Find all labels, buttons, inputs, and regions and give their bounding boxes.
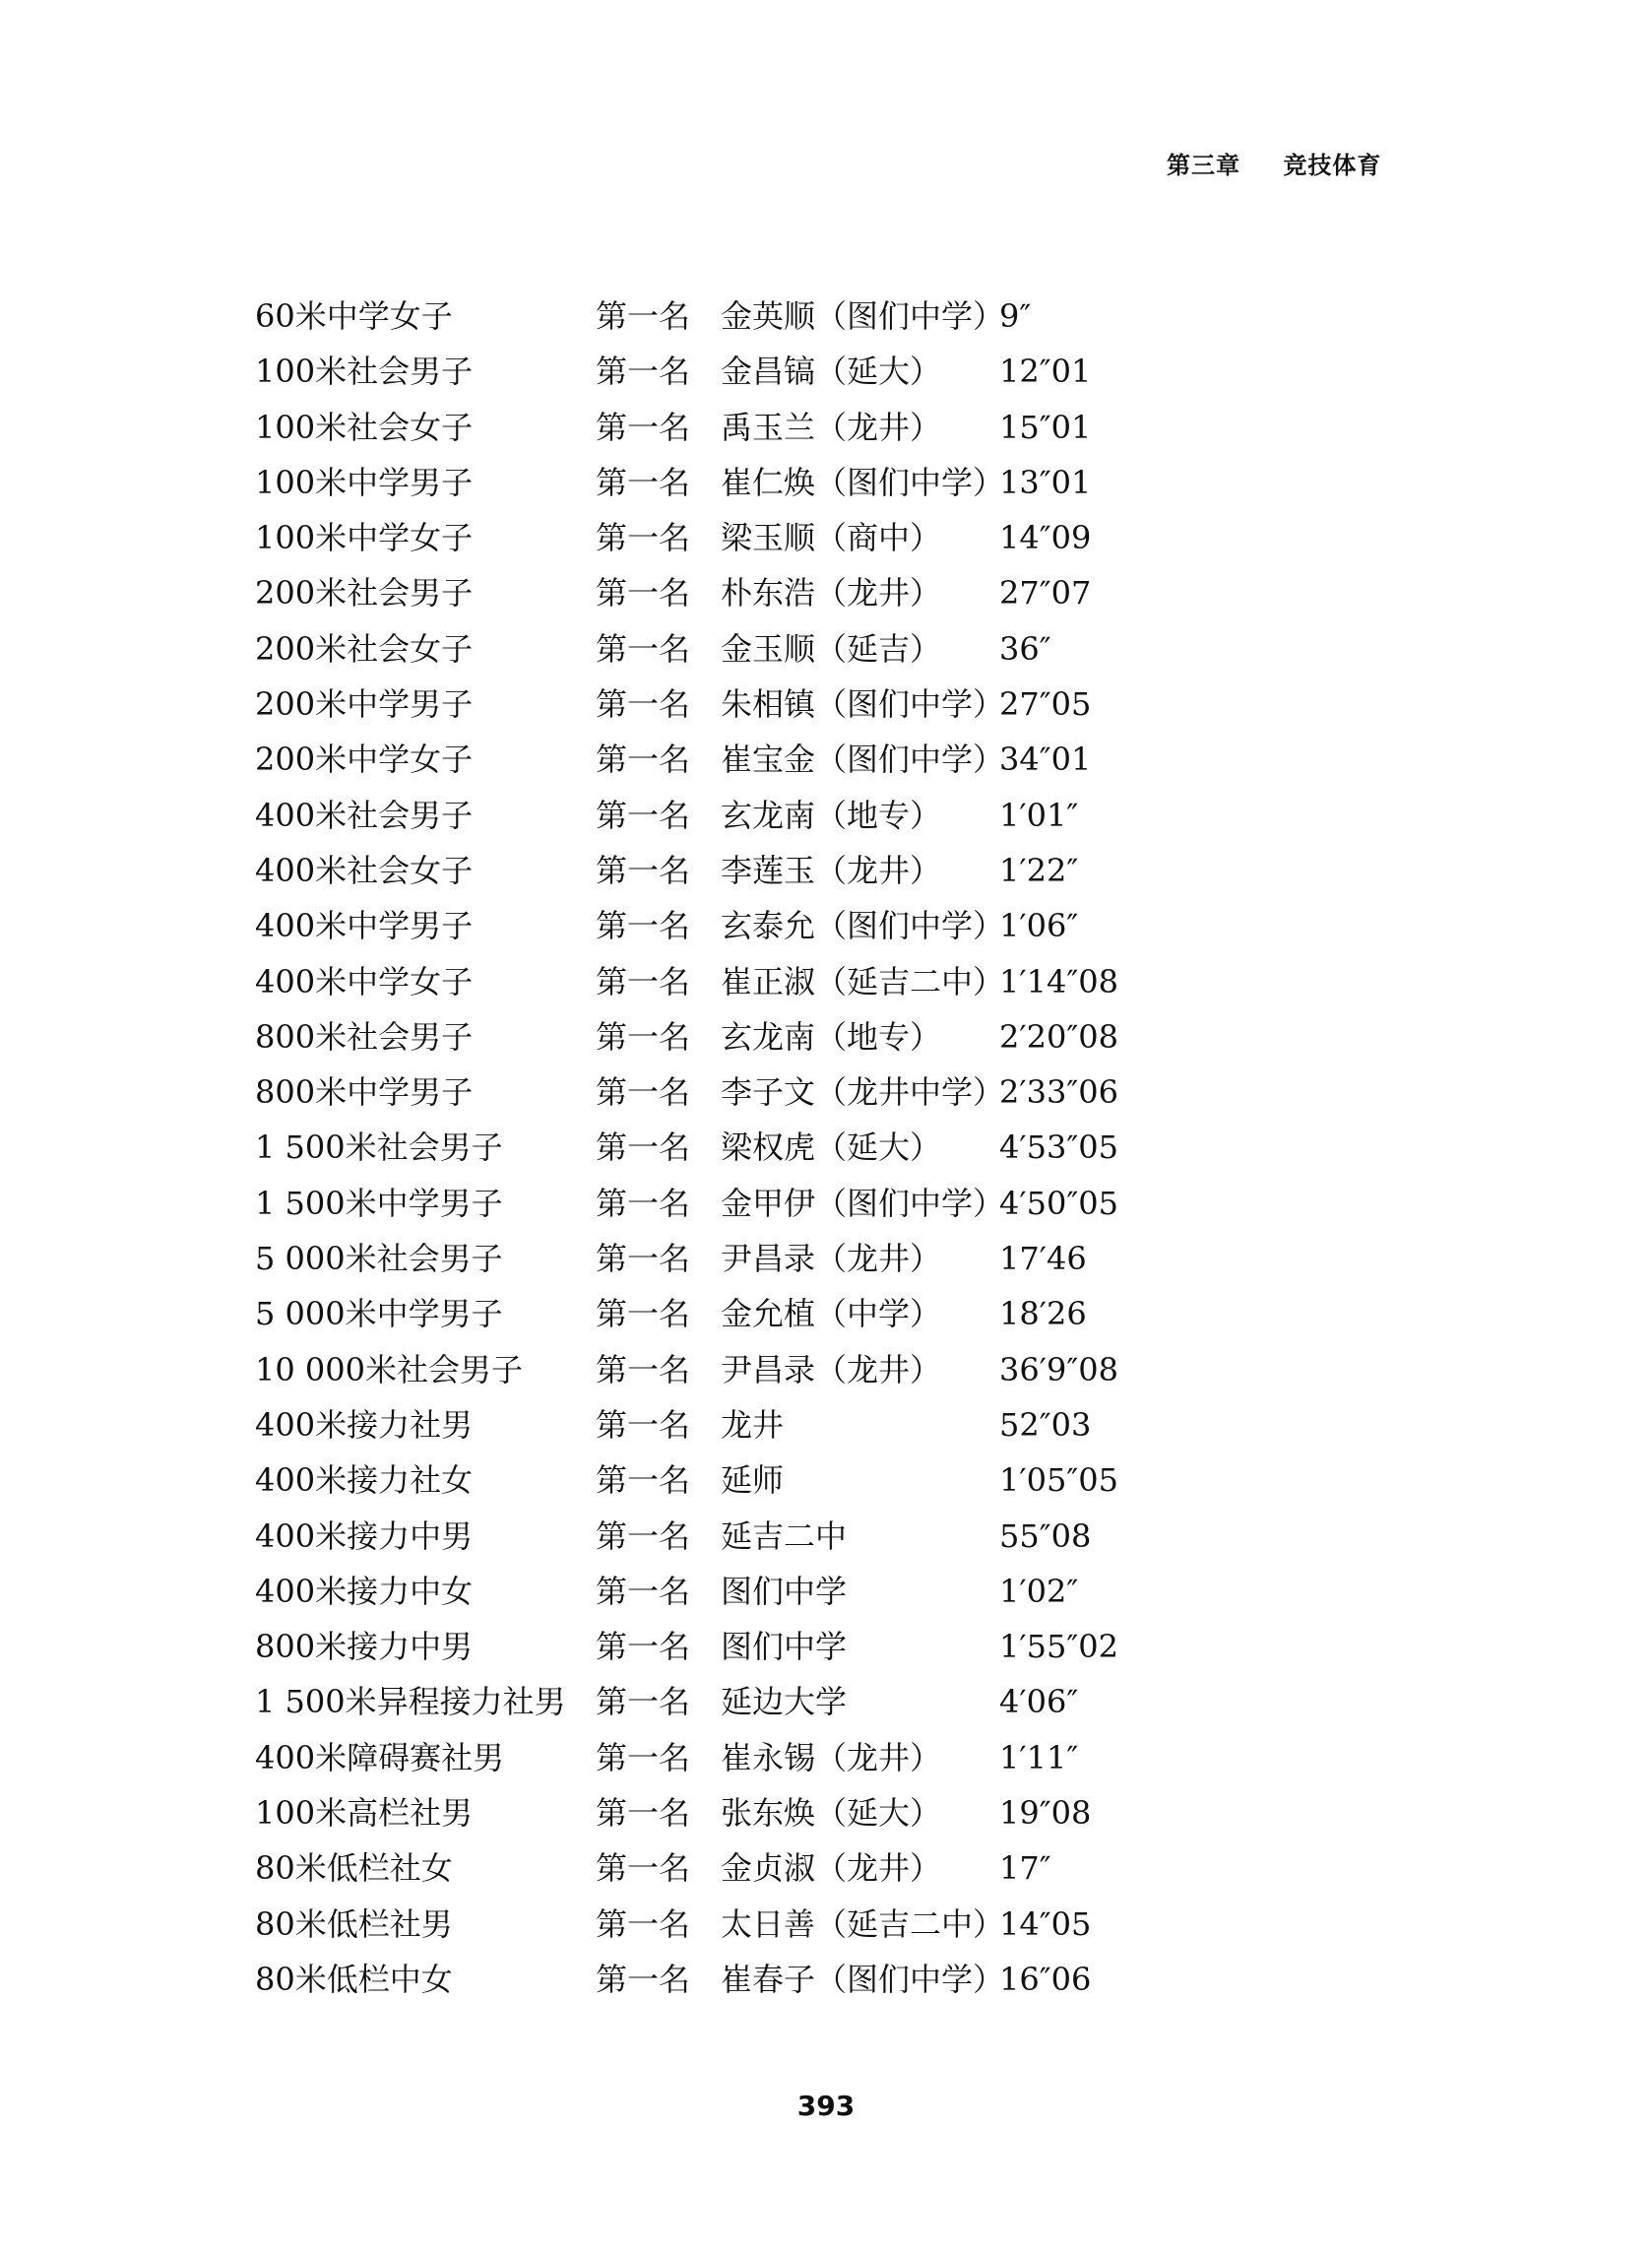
- result-row: [255, 1231, 1239, 1286]
- event-name: 1 500米中学男子: [255, 1184, 503, 1222]
- winner-name: 玄龙南（地专）: [721, 796, 942, 834]
- result-row: [255, 1674, 1239, 1729]
- result-time: 12″01: [999, 353, 1092, 391]
- result-time: 27″07: [999, 574, 1092, 613]
- result-row: [255, 1452, 1239, 1508]
- placing: 第一名: [596, 1683, 691, 1721]
- result-row: [255, 1730, 1239, 1785]
- result-time: 55″08: [999, 1516, 1092, 1555]
- result-time: 27″05: [999, 685, 1092, 724]
- placing: 第一名: [596, 741, 691, 779]
- event-name: 100米中学女子: [255, 519, 474, 557]
- result-row: [255, 289, 1239, 344]
- placing: 第一名: [596, 1405, 691, 1444]
- result-row: [255, 898, 1239, 953]
- winner-name: 金甲伊（图们中学）: [721, 1184, 1005, 1222]
- event-name: 80米低栏中女: [255, 1960, 453, 1998]
- result-time: 36″: [999, 629, 1051, 668]
- winner-name: 崔仁焕（图们中学）: [721, 463, 1005, 501]
- result-row: [255, 1120, 1239, 1175]
- event-name: 200米中学女子: [255, 741, 474, 779]
- result-time: 4′50″05: [999, 1184, 1119, 1222]
- placing: 第一名: [596, 851, 691, 889]
- winner-name: 金昌镐（延大）: [721, 353, 942, 391]
- result-time: 1′14″08: [999, 962, 1119, 1000]
- winner-name: 梁玉顺（商中）: [721, 519, 942, 557]
- result-row: [255, 1286, 1239, 1341]
- placing: 第一名: [596, 1904, 691, 1943]
- result-row: [255, 455, 1239, 510]
- winner-name: 图们中学: [721, 1572, 848, 1610]
- placing: 第一名: [596, 1073, 691, 1112]
- result-row: [255, 677, 1239, 732]
- result-row: [255, 732, 1239, 787]
- event-name: 400米中学女子: [255, 962, 474, 1000]
- chapter-label: 第三章: [1167, 152, 1240, 179]
- result-row: [255, 565, 1239, 620]
- result-time: 17′46: [999, 1240, 1087, 1278]
- result-time: 4′06″: [999, 1683, 1079, 1721]
- result-time: 52″03: [999, 1405, 1092, 1444]
- winner-name: 李莲玉（龙井）: [721, 851, 942, 889]
- result-time: 36′9″08: [999, 1350, 1119, 1388]
- event-name: 1 500米社会男子: [255, 1128, 503, 1167]
- result-time: 14″09: [999, 519, 1092, 557]
- event-name: 400米接力中女: [255, 1572, 474, 1610]
- winner-name: 金贞淑（龙井）: [721, 1849, 942, 1888]
- chapter-title: 竞技体育: [1283, 152, 1382, 179]
- result-time: 9″: [999, 297, 1032, 335]
- winner-name: 尹昌录（龙井）: [721, 1240, 942, 1278]
- winner-name: 金允植（中学）: [721, 1295, 942, 1333]
- winner-name: 崔永锡（龙井）: [721, 1738, 942, 1776]
- winner-name: 崔春子（图们中学）: [721, 1960, 1005, 1998]
- winner-name: 太日善（延吉二中）: [721, 1904, 1005, 1943]
- result-time: 15″01: [999, 408, 1092, 446]
- result-row: [255, 788, 1239, 843]
- result-time: 14″05: [999, 1904, 1092, 1943]
- result-time: 1′02″: [999, 1572, 1079, 1610]
- event-name: 100米社会女子: [255, 408, 474, 446]
- result-row: [255, 1897, 1239, 1952]
- winner-name: 张东焕（延大）: [721, 1794, 942, 1833]
- result-time: 17″: [999, 1849, 1051, 1888]
- placing: 第一名: [596, 463, 691, 501]
- event-name: 100米高栏社男: [255, 1794, 474, 1833]
- result-row: [255, 1342, 1239, 1397]
- winner-name: 李子文（龙井中学）: [721, 1073, 1005, 1112]
- result-row: [255, 1840, 1239, 1896]
- event-name: 400米中学男子: [255, 907, 474, 945]
- winner-name: 延边大学: [721, 1683, 848, 1721]
- event-name: 800米社会男子: [255, 1017, 474, 1056]
- placing: 第一名: [596, 408, 691, 446]
- event-name: 80米低栏社女: [255, 1849, 453, 1888]
- event-name: 1 500米异程接力社男: [255, 1683, 566, 1721]
- winner-name: 尹昌录（龙井）: [721, 1350, 942, 1388]
- placing: 第一名: [596, 1960, 691, 1998]
- winner-name: 玄泰允（图们中学）: [721, 907, 1005, 945]
- event-name: 200米社会男子: [255, 574, 474, 613]
- results-list: [255, 289, 1239, 2007]
- result-time: 13″01: [999, 463, 1092, 501]
- winner-name: 金英顺（图们中学）: [721, 297, 1005, 335]
- event-name: 400米障碍赛社男: [255, 1738, 505, 1776]
- winner-name: 延师: [721, 1461, 785, 1500]
- result-time: 1′05″05: [999, 1461, 1119, 1500]
- result-row: [255, 954, 1239, 1009]
- placing: 第一名: [596, 1295, 691, 1333]
- event-name: 800米中学男子: [255, 1073, 474, 1112]
- event-name: 5 000米中学男子: [255, 1295, 503, 1333]
- result-time: 1′01″: [999, 796, 1079, 834]
- placing: 第一名: [596, 685, 691, 724]
- placing: 第一名: [596, 353, 691, 391]
- result-row: [255, 510, 1239, 565]
- running-header: [1167, 146, 1381, 180]
- event-name: 200米社会女子: [255, 629, 474, 668]
- placing: 第一名: [596, 1794, 691, 1833]
- result-time: 2′33″06: [999, 1073, 1119, 1112]
- result-time: 1′11″: [999, 1738, 1079, 1776]
- placing: 第一名: [596, 1572, 691, 1610]
- event-name: 400米接力中男: [255, 1516, 474, 1555]
- placing: 第一名: [596, 297, 691, 335]
- winner-name: 玄龙南（地专）: [721, 1017, 942, 1056]
- event-name: 5 000米社会男子: [255, 1240, 503, 1278]
- result-row: [255, 1785, 1239, 1840]
- winner-name: 龙井: [721, 1405, 785, 1444]
- placing: 第一名: [596, 1461, 691, 1500]
- winner-name: 崔宝金（图们中学）: [721, 741, 1005, 779]
- event-name: 400米接力社男: [255, 1405, 474, 1444]
- event-name: 200米中学男子: [255, 685, 474, 724]
- placing: 第一名: [596, 1017, 691, 1056]
- result-time: 2′20″08: [999, 1017, 1119, 1056]
- result-time: 4′53″05: [999, 1128, 1119, 1167]
- winner-name: 梁权虎（延大）: [721, 1128, 942, 1167]
- placing: 第一名: [596, 907, 691, 945]
- result-time: 18′26: [999, 1295, 1087, 1333]
- placing: 第一名: [596, 1516, 691, 1555]
- winner-name: 禹玉兰（龙井）: [721, 408, 942, 446]
- winner-name: 延吉二中: [721, 1516, 848, 1555]
- winner-name: 金玉顺（延吉）: [721, 629, 942, 668]
- result-time: 1′22″: [999, 851, 1079, 889]
- result-time: 1′06″: [999, 907, 1079, 945]
- event-name: 400米社会男子: [255, 796, 474, 834]
- result-row: [255, 400, 1239, 455]
- result-row: [255, 344, 1239, 399]
- event-name: 80米低栏社男: [255, 1904, 453, 1943]
- result-row: [255, 1619, 1239, 1674]
- placing: 第一名: [596, 519, 691, 557]
- placing: 第一名: [596, 574, 691, 613]
- winner-name: 崔正淑（延吉二中）: [721, 962, 1005, 1000]
- placing: 第一名: [596, 1350, 691, 1388]
- placing: 第一名: [596, 796, 691, 834]
- event-name: 100米社会男子: [255, 353, 474, 391]
- result-row: [255, 1397, 1239, 1452]
- result-row: [255, 1176, 1239, 1231]
- placing: 第一名: [596, 1184, 691, 1222]
- result-row: [255, 843, 1239, 898]
- result-time: 34″01: [999, 741, 1092, 779]
- result-row: [255, 1064, 1239, 1120]
- result-row: [255, 1509, 1239, 1564]
- winner-name: 朴东浩（龙井）: [721, 574, 942, 613]
- placing: 第一名: [596, 1849, 691, 1888]
- result-row: [255, 621, 1239, 677]
- event-name: 400米接力社女: [255, 1461, 474, 1500]
- event-name: 60米中学女子: [255, 297, 453, 335]
- event-name: 400米社会女子: [255, 851, 474, 889]
- result-time: 1′55″02: [999, 1628, 1119, 1666]
- winner-name: 图们中学: [721, 1628, 848, 1666]
- placing: 第一名: [596, 1128, 691, 1167]
- result-row: [255, 1564, 1239, 1619]
- result-time: 16″06: [999, 1960, 1092, 1998]
- event-name: 100米中学男子: [255, 463, 474, 501]
- result-time: 19″08: [999, 1794, 1092, 1833]
- placing: 第一名: [596, 1240, 691, 1278]
- event-name: 10 000米社会男子: [255, 1350, 523, 1388]
- page-number: 393: [796, 2090, 856, 2122]
- placing: 第一名: [596, 629, 691, 668]
- placing: 第一名: [596, 962, 691, 1000]
- event-name: 800米接力中男: [255, 1628, 474, 1666]
- winner-name: 朱相镇（图们中学）: [721, 685, 1005, 724]
- placing: 第一名: [596, 1738, 691, 1776]
- placing: 第一名: [596, 1628, 691, 1666]
- result-row: [255, 1009, 1239, 1064]
- result-row: [255, 1952, 1239, 2007]
